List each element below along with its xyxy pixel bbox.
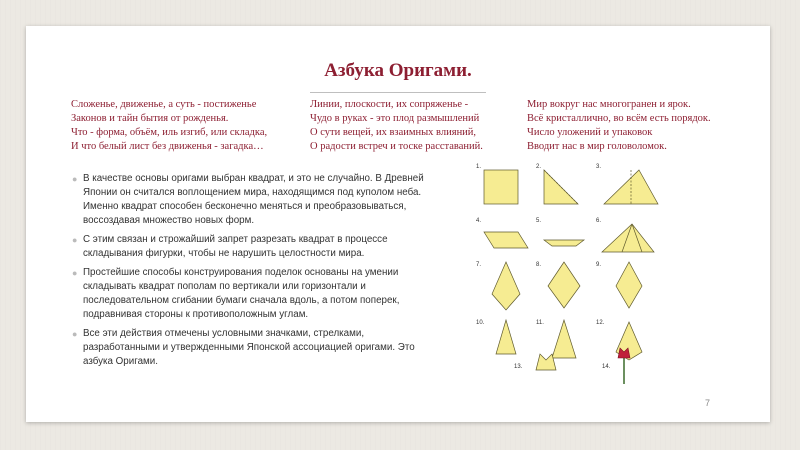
- step-number: 4.: [476, 218, 482, 224]
- step-number: 13.: [514, 364, 523, 370]
- step-number: 14.: [602, 364, 611, 370]
- poem-line: Сложенье, движенье, а суть - постиженье: [71, 99, 257, 110]
- bullet-item: [71, 266, 431, 322]
- poem-middle: [310, 98, 483, 154]
- poem-line: Число уложений и упаковок: [527, 127, 653, 138]
- bullet-list: [71, 172, 431, 374]
- slide-title: Азбука Оригами.: [324, 60, 472, 81]
- poem-line: Всё кристаллично, во всём есть порядок.: [527, 113, 711, 124]
- step-9-kite: [616, 262, 642, 308]
- poem-line: И что белый лист без движенья - загадка…: [71, 141, 264, 152]
- step-14-flower: [618, 348, 630, 384]
- step-8-kite: [548, 262, 580, 308]
- step-6-fold: [602, 224, 654, 252]
- step-number: 7.: [476, 262, 482, 268]
- step-number: 1.: [476, 164, 482, 170]
- bullet-text: С этим связан и строжайший запрет разрезать квадрат в процессе складывания фигурки, чтобы не нарушить целостности мира.: [83, 234, 388, 259]
- poem-line: О радости встреч и тоске расставаний.: [310, 141, 483, 152]
- step-number: 8.: [536, 262, 542, 268]
- bullet-text: Все эти действия отмечены условными значками, стрелками, разработанными и утвержденными Японской ассоциацией оригами. Это азбука Оригами.: [83, 328, 415, 367]
- bullet-dot-icon: ●: [72, 174, 78, 184]
- step-number: 9.: [596, 262, 602, 268]
- poem-line: Законов и тайн бытия от рожденья.: [71, 113, 229, 124]
- bullet-item: [71, 172, 431, 228]
- step-number: 2.: [536, 164, 542, 170]
- bullet-dot-icon: ●: [72, 329, 78, 339]
- step-number: 3.: [596, 164, 602, 170]
- poem-line: Мир вокруг нас многогранен и ярок.: [527, 99, 691, 110]
- poem-line: О сути вещей, их взаимных влияний,: [310, 127, 477, 138]
- step-5-fold: [544, 240, 584, 246]
- step-number: 5.: [536, 218, 542, 224]
- poem-line: Линии, плоскости, их сопряженье -: [310, 99, 469, 110]
- step-4-fold: [484, 232, 528, 248]
- bullet-text: В качестве основы оригами выбран квадрат, и это не случайно. В Древней Японии он считался воплощением мира, находящимся под куполом неба. Именно квадрат способен бесконечно меняться и преобразовываться, воссоздавая множество новых форм.: [83, 173, 424, 226]
- poem-left: [71, 98, 267, 154]
- bullet-item: [71, 327, 431, 369]
- bullet-item: [71, 233, 431, 261]
- step-7-kite: [492, 262, 520, 310]
- step-number: 11.: [536, 320, 544, 326]
- poem-right: [527, 98, 711, 154]
- bullet-dot-icon: ●: [72, 235, 78, 245]
- step-number: 10.: [476, 320, 485, 326]
- origami-steps-diagram: [474, 162, 662, 384]
- poem-line: Что - форма, объём, иль изгиб, или складка,: [71, 127, 268, 138]
- title-divider: [310, 92, 486, 93]
- bullet-text: Простейшие способы конструирования поделок основаны на умении складывать квадрат пополам по вертикали или горизонтали и последовательном сгибании бумаги сначала вдоль, а потом поперек, подравнивая стороны к противоположным углам.: [83, 267, 400, 320]
- page-number: 7: [704, 398, 710, 408]
- poem-line: Вводит нас в мир головоломок.: [527, 141, 667, 152]
- step-10-cone: [496, 320, 516, 354]
- slide-card: [26, 26, 770, 422]
- step-number: 12.: [596, 320, 605, 326]
- poem-line: Чудо в руках - это плод размышлений: [310, 113, 480, 124]
- step-number: 6.: [596, 218, 602, 224]
- step-1-square: [484, 170, 518, 204]
- bullet-dot-icon: ●: [72, 268, 78, 278]
- step-11-cone: [552, 320, 576, 358]
